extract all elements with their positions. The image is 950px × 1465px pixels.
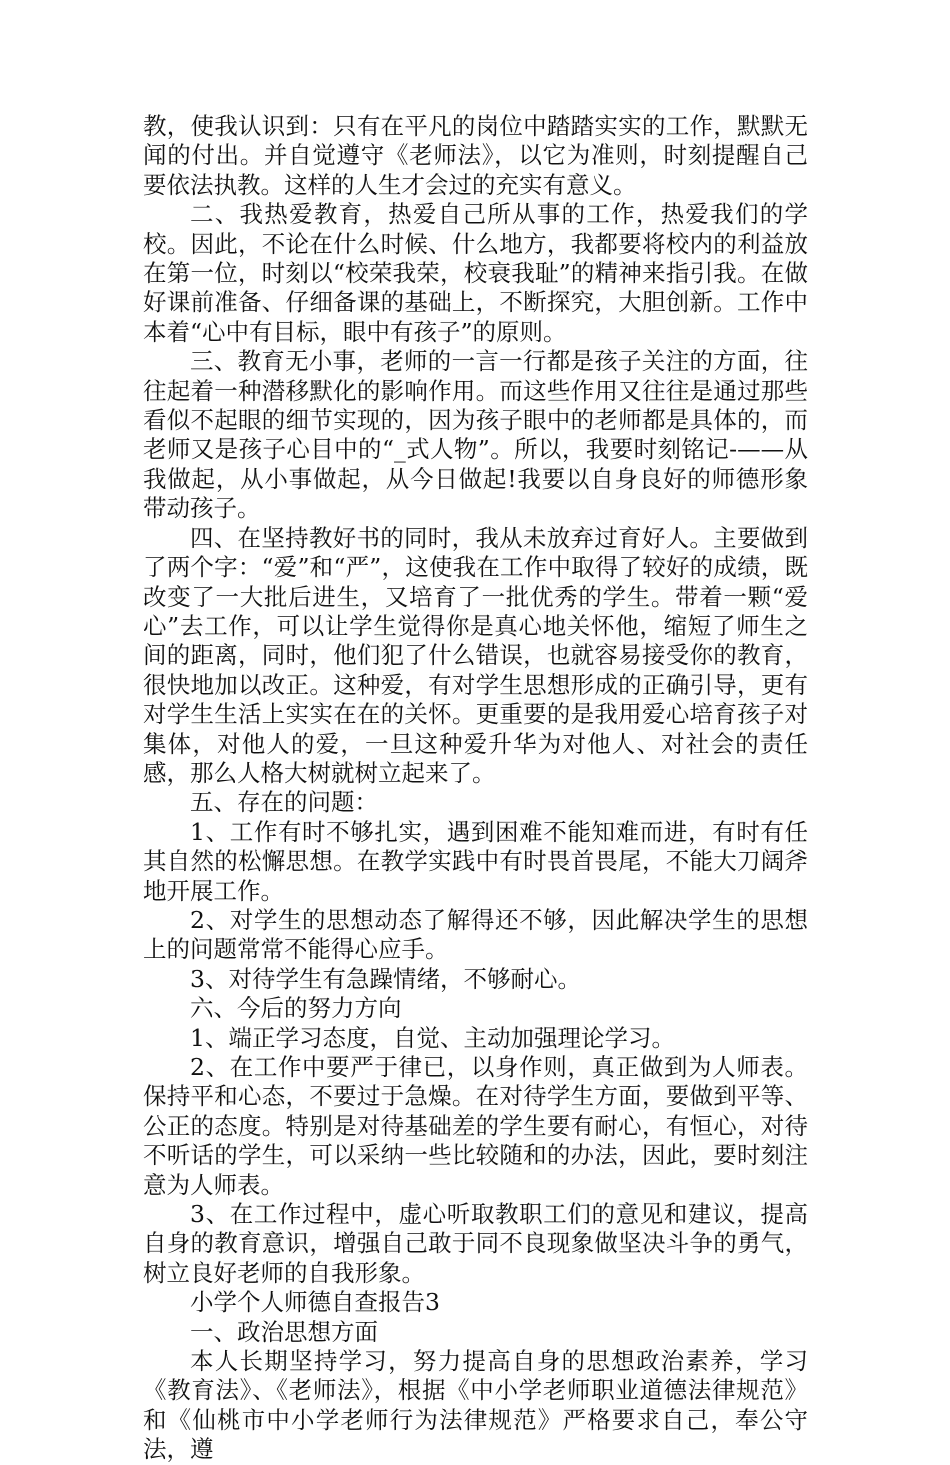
section-heading-problems: 五、存在的问题： (190, 788, 378, 817)
paragraph-3: 三、教育无小事，老师的一言一行都是孩子关注的方面，往往起着一种潜移默化的影响作用。而这些作用又往往是通过那些看似不起眼的细节实现的，因为孩子眼中的老师都是具体的，而老师又是孩子心目中的“_式人物”。所以，我要时刻铭记-——从我做起，从小事做起，从今日做起!我要以自身良好的师德形象带动孩子。 (143, 347, 808, 523)
paragraph-final: 本人长期坚持学习，努力提高自身的思想政治素养，学习《教育法》、《老师法》，根据《中小学老师职业道德法律规范》和《仙桃市中小学老师行为法律规范》严格要求自己，奉公守法，遵 (143, 1347, 808, 1464)
problem-item-2: 2、对学生的思想动态了解得还不够，因此解决学生的思想上的问题常常不能得心应手。 (143, 905, 808, 964)
direction-item-1: 1、端正学习态度，自觉、主动加强理论学习。 (190, 1023, 675, 1052)
section-heading-political: 一、政治思想方面 (190, 1317, 378, 1346)
paragraph-2: 二、我热爱教育，热爱自己所从事的工作，热爱我们的学校。因此，不论在什么时候、什么地方，我都要将校内的利益放在第一位，时刻以“校荣我荣，校衰我耻”的精神来指引我。在做好课前准备、仔细备课的基础上，不断探究，大胆创新。工作中本着“心中有目标，眼中有孩子”的原则。 (143, 200, 808, 346)
direction-item-3: 3、在工作过程中，虚心听取教职工们的意见和建议，提高自身的教育意识，增强自己敢于同不良现象做坚决斗争的勇气，树立良好老师的自我形象。 (143, 1200, 808, 1287)
document-page (143, 112, 808, 1465)
problem-item-1: 1、工作有时不够扎实，遇到困难不能知难而进，有时有任其自然的松懈思想。在教学实践中有时畏首畏尾，不能大刀阔斧地开展工作。 (143, 817, 808, 905)
direction-item-2: 2、在工作中要严于律已，以身作则，真正做到为人师表。保持平和心态，不要过于急燥。在对待学生方面，要做到平等、公正的态度。特别是对待基础差的学生要有耐心，有恒心，对待不听话的学生，可以采纳一些比较随和的办法，因此，要时刻注意为人师表。 (143, 1053, 808, 1199)
report-title-3: 小学个人师德自查报告3 (190, 1288, 440, 1317)
problem-item-3: 3、对待学生有急躁情绪，不够耐心。 (190, 964, 581, 993)
paragraph-4: 四、在坚持教好书的同时，我从未放弃过育好人。主要做到了两个字：“爱”和“严”，这使我在工作中取得了较好的成绩，既改变了一大批后进生，又培育了一批优秀的学生。带着一颗“爱心”去工作，可以让学生觉得你是真心地关怀他，缩短了师生之间的距离，同时，他们犯了什么错误，也就容易接受你的教育，很快地加以改正。这种爱，有对学生思想形成的正确引导，更有对学生生活上实实在在的关怀。更重要的是我用爱心培育孩子对集体，对他人的爱，一旦这种爱升华为对他人、对社会的责任感，那么人格大树就树立起来了。 (143, 523, 808, 787)
paragraph-1: 教，使我认识到：只有在平凡的岗位中踏踏实实的工作，默默无闻的付出。并自觉遵守《老师法》，以它为准则，时刻提醒自己要依法执教。这样的人生才会过的充实有意义。 (143, 112, 808, 199)
section-heading-direction: 六、今后的努力方向 (190, 994, 402, 1023)
